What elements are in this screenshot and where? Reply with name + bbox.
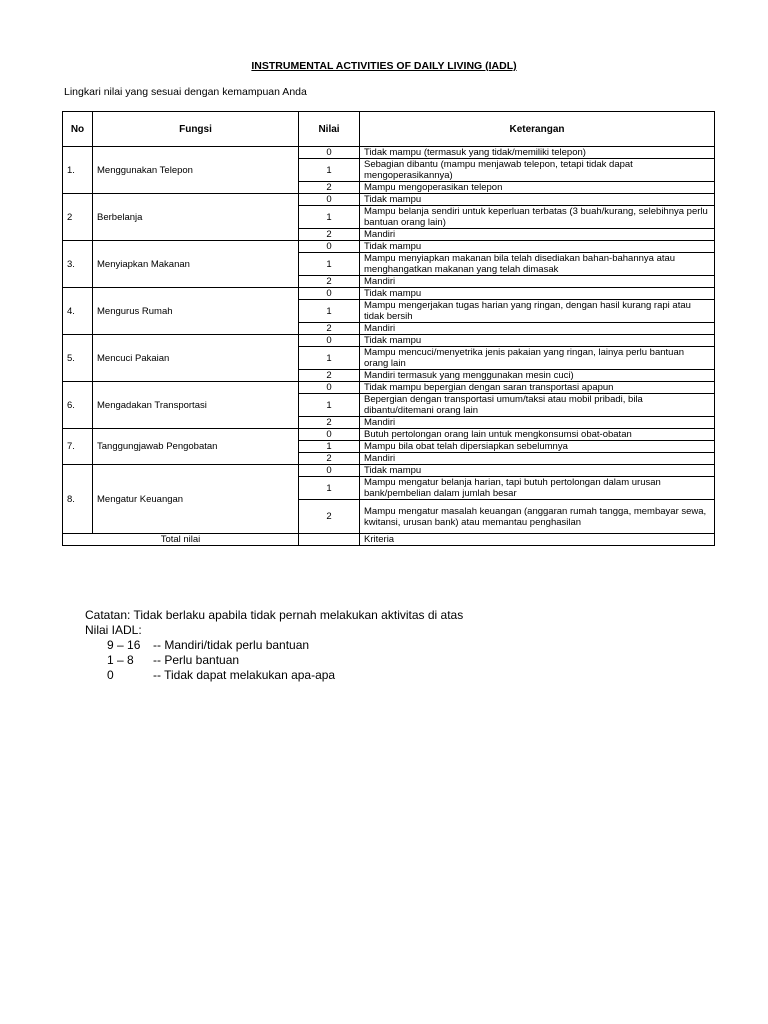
table-row — [63, 335, 715, 347]
keterangan-text: Bepergian dengan transportasi umum/taksi atau mobil pribadi, bila dibantu/ditemani orang lain — [360, 394, 715, 417]
total-label: Total nilai — [63, 534, 299, 546]
header-keterangan: Keterangan — [360, 112, 715, 147]
keterangan-text: Tidak mampu — [360, 194, 715, 206]
header-fungsi: Fungsi — [93, 112, 299, 147]
total-row — [63, 534, 715, 546]
table-row — [63, 382, 715, 394]
nilai-value: 2 — [299, 182, 360, 194]
keterangan-text: Butuh pertolongan orang lain untuk mengkonsumsi obat-obatan — [360, 429, 715, 441]
nilai-value: 2 — [299, 500, 360, 534]
keterangan-text: Mampu mengoperasikan telepon — [360, 182, 715, 194]
score-range: 0 — [107, 668, 114, 682]
header-nilai: Nilai — [299, 112, 360, 147]
keterangan-text: Tidak mampu — [360, 241, 715, 253]
score-range: 9 – 16 — [107, 638, 141, 652]
score-desc: -- Tidak dapat melakukan apa-apa — [153, 668, 336, 682]
keterangan-text: Mampu mengatur masalah keuangan (anggaran rumah tangga, membayar sewa, kwitansi, urusan bank) atau memantau penghasilan — [360, 500, 715, 534]
nilai-value: 0 — [299, 241, 360, 253]
nilai-value: 1 — [299, 347, 360, 370]
nilai-value: 0 — [299, 465, 360, 477]
keterangan-text: Mampu mengerjakan tugas harian yang ringan, dengan hasil kurang rapi atau tidak bersih — [360, 300, 715, 323]
row-number: 2 — [63, 194, 93, 241]
nilai-value: 0 — [299, 194, 360, 206]
keterangan-text: Tidak mampu — [360, 288, 715, 300]
keterangan-text: Mandiri — [360, 323, 715, 335]
nilai-value: 1 — [299, 394, 360, 417]
nilai-heading: Nilai IADL: — [85, 623, 142, 637]
keterangan-text: Sebagian dibantu (mampu menjawab telepon, tetapi tidak dapat mengoperasikannya) — [360, 159, 715, 182]
row-fungsi: Menyiapkan Makanan — [93, 241, 299, 288]
table-row — [63, 429, 715, 441]
table-row — [63, 194, 715, 206]
iadl-table-body — [63, 147, 715, 546]
keterangan-text: Tidak mampu — [360, 465, 715, 477]
keterangan-text: Mampu belanja sendiri untuk keperluan terbatas (3 buah/kurang, selebihnya perlu bantuan orang lain) — [360, 206, 715, 229]
score-item — [85, 638, 463, 653]
table-row — [63, 288, 715, 300]
instruction-text: Lingkari nilai yang sesuai dengan kemampuan Anda — [64, 86, 307, 98]
nilai-value: 2 — [299, 417, 360, 429]
table-row — [63, 147, 715, 159]
row-number: 7. — [63, 429, 93, 465]
notes-section — [85, 608, 463, 683]
keterangan-text: Mampu menyiapkan makanan bila telah disediakan bahan-bahannya atau menghangatkan makanan yang telah dimasak — [360, 253, 715, 276]
keterangan-text: Tidak mampu — [360, 335, 715, 347]
row-number: 4. — [63, 288, 93, 335]
header-no: No — [63, 112, 93, 147]
keterangan-text: Mandiri — [360, 276, 715, 288]
catatan-note: Catatan: Tidak berlaku apabila tidak pernah melakukan aktivitas di atas — [85, 608, 464, 622]
row-number: 8. — [63, 465, 93, 534]
nilai-value: 1 — [299, 253, 360, 276]
row-number: 5. — [63, 335, 93, 382]
kriteria-label: Kriteria — [360, 534, 715, 546]
nilai-value: 1 — [299, 206, 360, 229]
table-row — [63, 465, 715, 477]
row-fungsi: Mengatur Keuangan — [93, 465, 299, 534]
score-range: 1 – 8 — [107, 653, 134, 667]
document-title: INSTRUMENTAL ACTIVITIES OF DAILY LIVING (IADL) — [251, 60, 517, 72]
table-row — [63, 241, 715, 253]
keterangan-text: Mandiri termasuk yang menggunakan mesin cuci) — [360, 370, 715, 382]
nilai-value: 0 — [299, 335, 360, 347]
row-fungsi: Mencuci Pakaian — [93, 335, 299, 382]
nilai-value: 2 — [299, 370, 360, 382]
keterangan-text: Mampu mencuci/menyetrika jenis pakaian yang ringan, lainya perlu bantuan orang lain — [360, 347, 715, 370]
nilai-value: 0 — [299, 429, 360, 441]
nilai-value: 1 — [299, 300, 360, 323]
keterangan-text: Mandiri — [360, 417, 715, 429]
keterangan-text: Tidak mampu (termasuk yang tidak/memiliki telepon) — [360, 147, 715, 159]
nilai-value: 2 — [299, 323, 360, 335]
nilai-value: 0 — [299, 382, 360, 394]
row-number: 6. — [63, 382, 93, 429]
keterangan-text: Tidak mampu bepergian dengan saran transportasi apapun — [360, 382, 715, 394]
nilai-value: 2 — [299, 229, 360, 241]
keterangan-text: Mandiri — [360, 229, 715, 241]
score-item — [85, 653, 463, 668]
nilai-value: 1 — [299, 477, 360, 500]
keterangan-text: Mampu bila obat telah dipersiapkan sebelumnya — [360, 441, 715, 453]
row-number: 3. — [63, 241, 93, 288]
nilai-value: 0 — [299, 147, 360, 159]
iadl-table — [62, 111, 715, 546]
score-desc: -- Mandiri/tidak perlu bantuan — [153, 638, 310, 652]
keterangan-text: Mandiri — [360, 453, 715, 465]
nilai-value: 2 — [299, 453, 360, 465]
row-fungsi: Mengadakan Transportasi — [93, 382, 299, 429]
nilai-value: 0 — [299, 288, 360, 300]
score-item — [85, 668, 463, 683]
nilai-value: 1 — [299, 441, 360, 453]
nilai-value: 2 — [299, 276, 360, 288]
nilai-value: 1 — [299, 159, 360, 182]
total-value — [299, 534, 360, 546]
row-fungsi: Berbelanja — [93, 194, 299, 241]
row-fungsi: Menggunakan Telepon — [93, 147, 299, 194]
row-number: 1. — [63, 147, 93, 194]
table-header-row — [63, 112, 715, 147]
score-desc: -- Perlu bantuan — [153, 653, 240, 667]
keterangan-text: Mampu mengatur belanja harian, tapi butuh pertolongan dalam urusan bank/pembelian dalam jumlah besar — [360, 477, 715, 500]
row-fungsi: Mengurus Rumah — [93, 288, 299, 335]
row-fungsi: Tanggungjawab Pengobatan — [93, 429, 299, 465]
